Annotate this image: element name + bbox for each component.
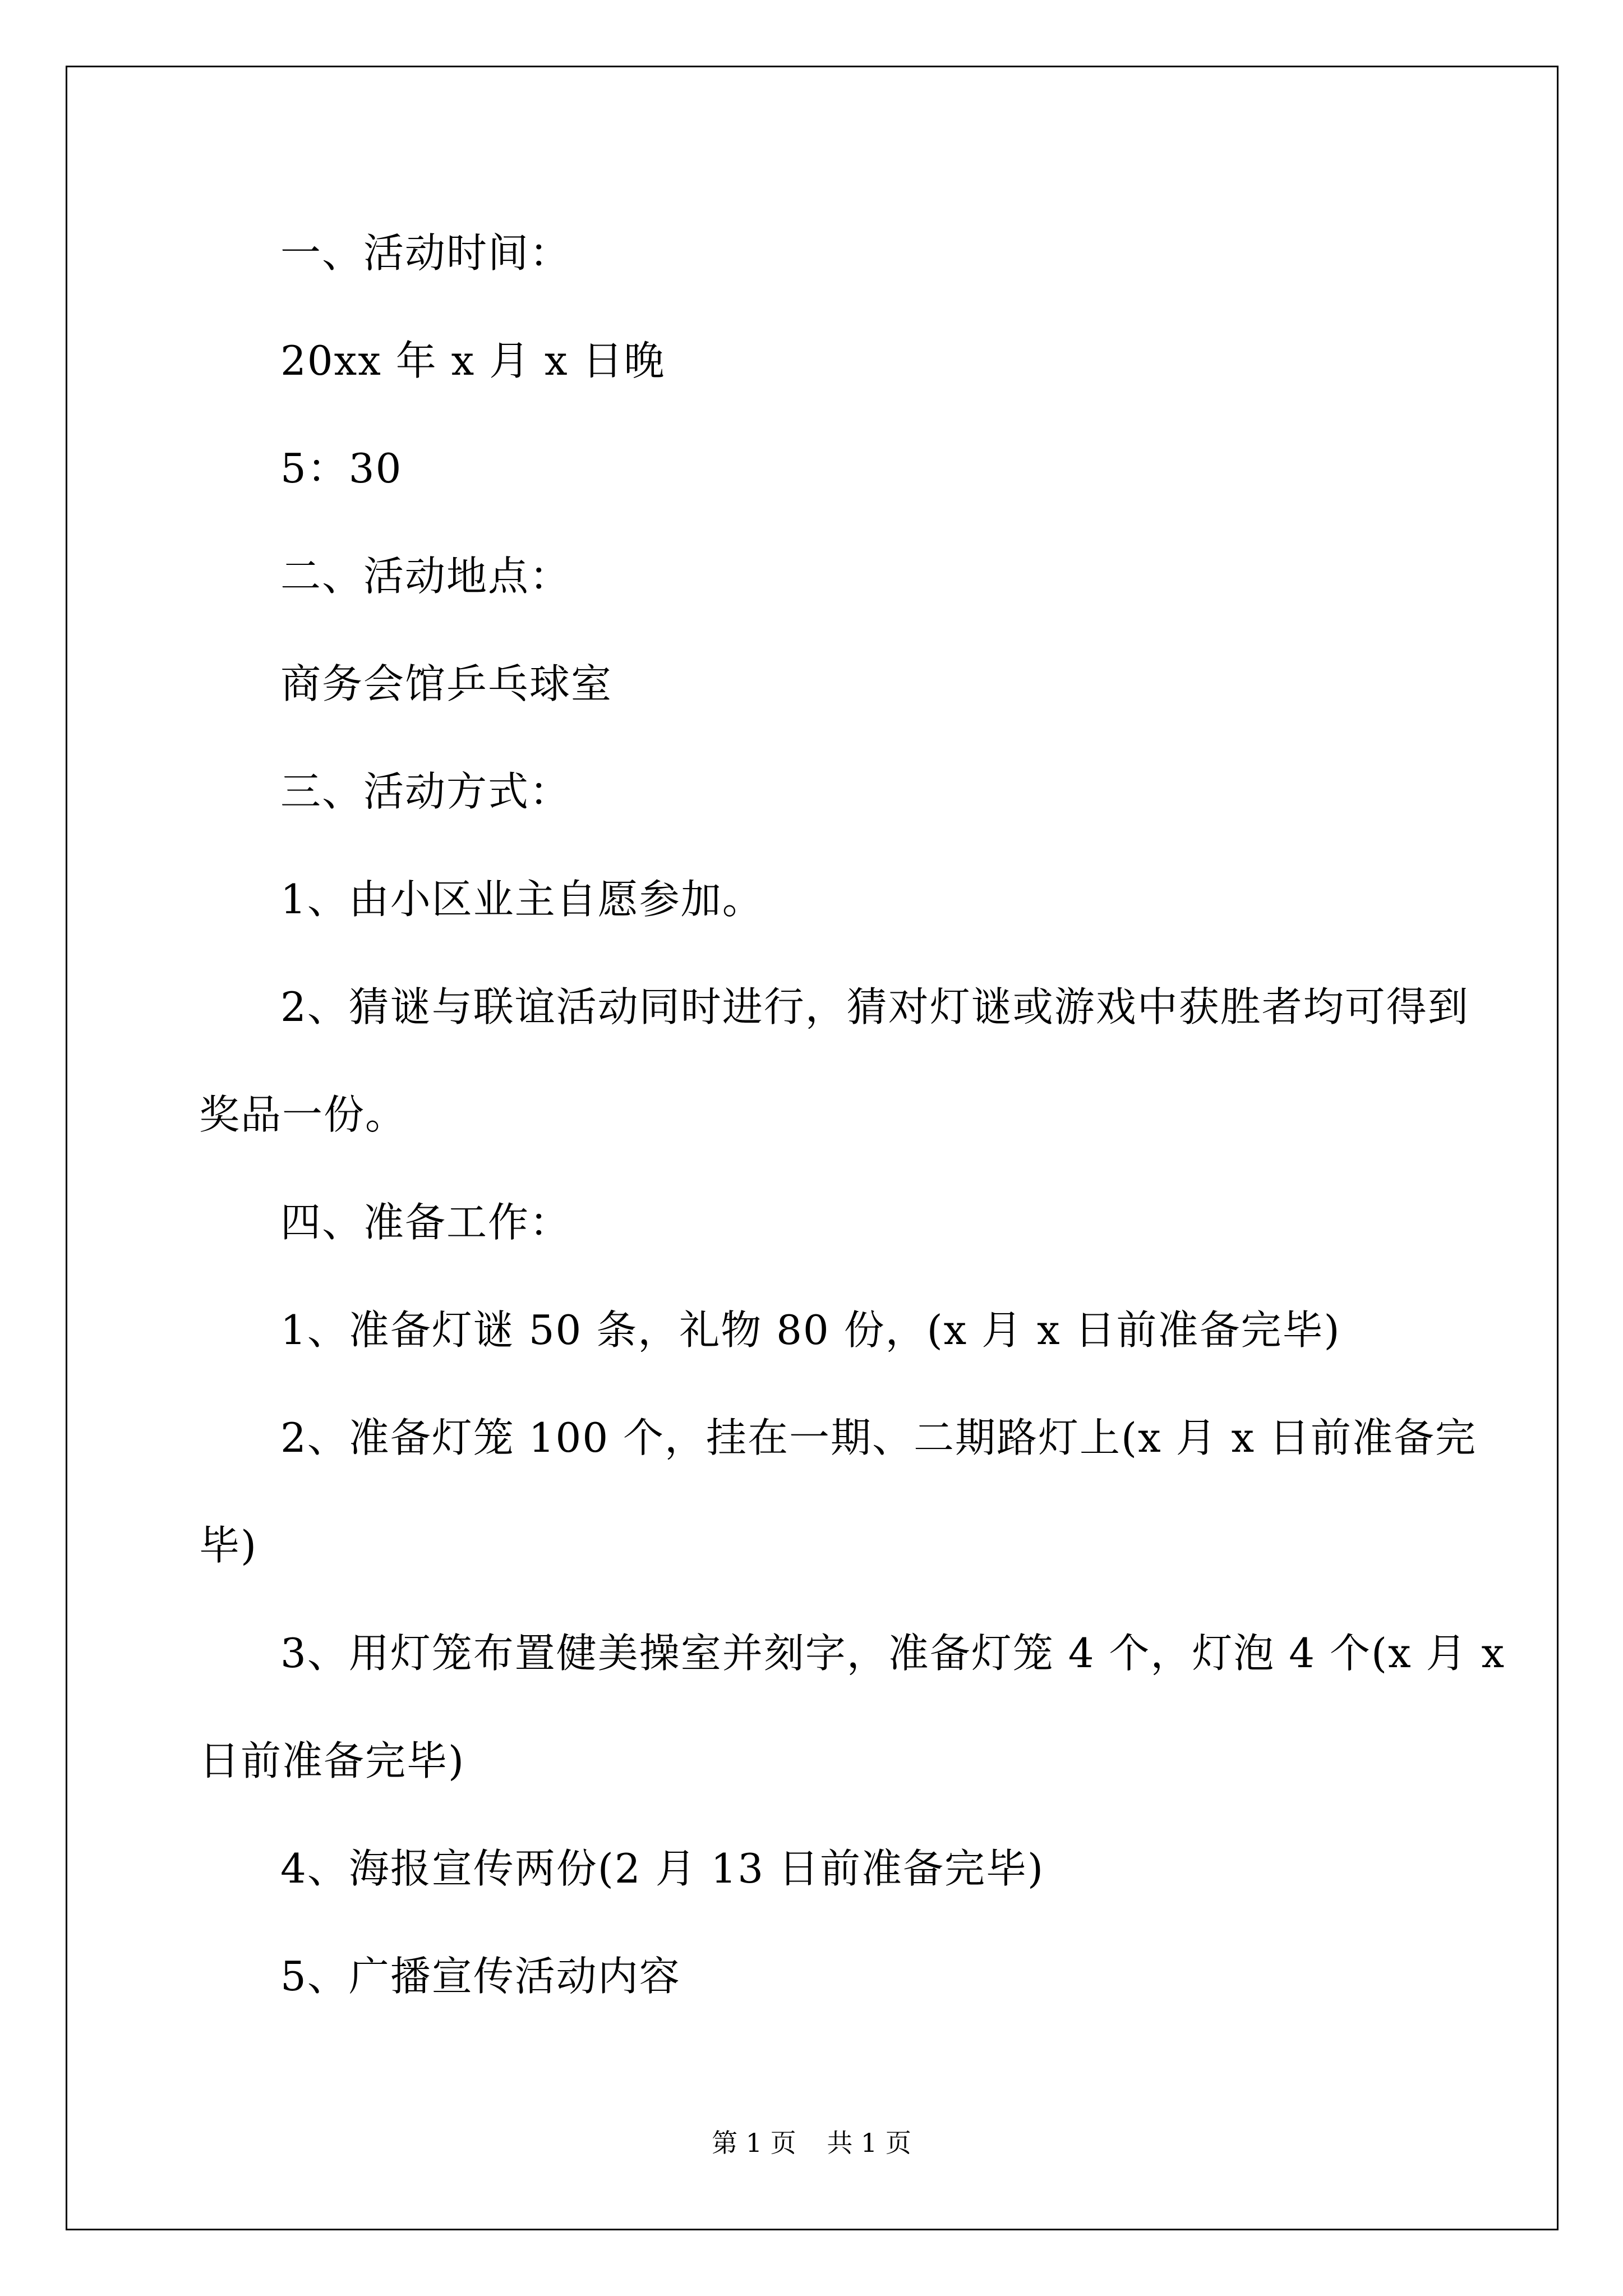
section-heading-preparation: 四、准备工作： [280, 1199, 571, 1246]
page-number-current: 第 1 页 [712, 2128, 796, 2158]
text-line-date: 20xx 年 x 月 x 日晚 [280, 337, 666, 384]
list-item: 2、准备灯笼 100 个，挂在一期、二期路灯上(x 月 x 日前准备完 [280, 1414, 1477, 1461]
page-footer [0, 2126, 1623, 2160]
list-item: 4、海报宣传两份(2 月 13 日前准备完毕) [280, 1845, 1045, 1892]
text-line-time: 5：30 [280, 445, 403, 492]
section-heading-time: 一、活动时间： [280, 229, 571, 277]
text-line-location: 商务会馆乒乓球室 [280, 660, 613, 707]
list-item-continuation: 日前准备完毕) [199, 1737, 465, 1784]
list-item-continuation: 毕) [199, 1522, 258, 1569]
list-item: 1、由小区业主自愿参加。 [280, 876, 764, 923]
list-item: 1、准备灯谜 50 条，礼物 80 份，(x 月 x 日前准备完毕) [280, 1306, 1341, 1354]
document-body [199, 199, 1506, 2030]
page-number-total: 共 1 页 [827, 2128, 911, 2158]
list-item-continuation: 奖品一份。 [199, 1091, 407, 1138]
section-heading-location: 二、活动地点： [280, 553, 571, 600]
list-item: 2、猜谜与联谊活动同时进行，猜对灯谜或游戏中获胜者均可得到 [280, 983, 1469, 1030]
list-item: 5、广播宣传活动内容 [280, 1953, 681, 2000]
list-item: 3、用灯笼布置健美操室并刻字，准备灯笼 4 个，灯泡 4 个(x 月 x [280, 1630, 1506, 1677]
section-heading-method: 三、活动方式： [280, 768, 571, 815]
